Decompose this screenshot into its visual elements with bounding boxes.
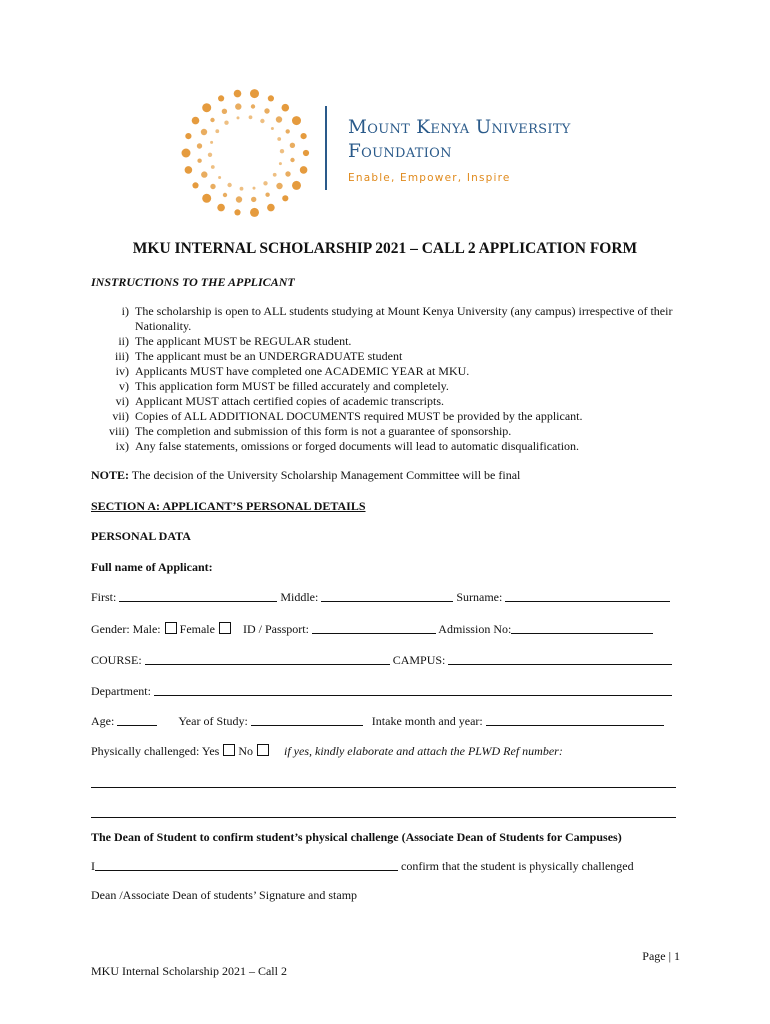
logo-dot	[235, 103, 241, 109]
note-label: NOTE:	[91, 468, 130, 482]
logo-dot	[192, 182, 198, 188]
page-number: Page | 1	[642, 949, 680, 963]
logo-divider	[325, 106, 327, 190]
logo-dot	[208, 153, 212, 157]
elaborate-field-2[interactable]	[91, 807, 676, 818]
instruction-text: Applicant MUST attach certified copies of academic transcripts.	[135, 394, 444, 408]
physical-no-checkbox[interactable]	[257, 744, 269, 756]
department-field[interactable]	[154, 685, 672, 696]
logo-dot	[223, 193, 227, 197]
logo-dot	[217, 204, 225, 212]
full-name-label: Full name of Applicant:	[91, 560, 213, 574]
instruction-number: ii)	[118, 334, 129, 348]
logo-dot	[279, 162, 282, 165]
logo-dot	[227, 183, 231, 187]
logo-dot	[210, 118, 214, 122]
logo-dot	[290, 143, 295, 148]
course-row	[91, 653, 672, 668]
logo-dot	[276, 183, 282, 189]
dean-signature-label: Dean /Associate Dean of students’ Signature and stamp	[91, 888, 358, 902]
id-passport-field[interactable]	[312, 623, 436, 634]
female-checkbox[interactable]	[219, 622, 231, 634]
campus-label: CAMPUS:	[389, 653, 449, 667]
logo-dot	[237, 116, 240, 119]
instruction-item	[91, 334, 691, 349]
mku-sunburst-logo	[176, 83, 316, 223]
personal-data-heading: PERSONAL DATA	[91, 529, 191, 543]
age-label: Age:	[91, 714, 118, 728]
instruction-number: iv)	[115, 364, 129, 378]
logo-dot	[301, 133, 307, 139]
dean-confirm-prefix: I	[91, 859, 95, 873]
instruction-item	[91, 394, 691, 409]
logo-dot	[192, 117, 200, 125]
logo-dot	[271, 127, 274, 130]
instruction-item	[91, 409, 691, 424]
logo-dot	[211, 165, 215, 169]
logo-dot	[290, 158, 294, 162]
logo-wordmark	[348, 116, 571, 184]
year-of-study-label: Year of Study:	[178, 714, 251, 728]
instruction-number: vi)	[115, 394, 129, 408]
logo-dot	[280, 149, 284, 153]
instruction-text: The applicant MUST be REGULAR student.	[135, 334, 352, 348]
logo-dot	[253, 187, 256, 190]
logo-dot	[222, 109, 227, 114]
instruction-item	[91, 304, 691, 334]
logo-dot	[277, 137, 281, 141]
logo-dot	[273, 173, 277, 177]
course-field[interactable]	[145, 654, 390, 665]
logo-dot	[260, 119, 264, 123]
logo-dot	[250, 89, 259, 98]
gender-label: Gender: Male:	[91, 622, 161, 636]
logo-dot	[249, 115, 253, 119]
logo-dot	[210, 141, 213, 144]
instruction-number: i)	[121, 304, 129, 318]
section-a-heading: SECTION A: APPLICANT’S PERSONAL DETAILS	[91, 499, 366, 513]
logo-dot	[285, 171, 290, 176]
logo-dot	[185, 133, 191, 139]
instruction-item	[91, 349, 691, 364]
physical-no-label: No	[238, 744, 253, 758]
dean-heading-text: The Dean of Student to confirm student’s physical challenge	[91, 830, 399, 844]
instructions-heading: INSTRUCTIONS TO THE APPLICANT	[91, 275, 295, 289]
instruction-text: The completion and submission of this form is not a guarantee of sponsorship.	[135, 424, 512, 438]
instruction-text: The applicant must be an UNDERGRADUATE student	[135, 349, 403, 363]
instructions-list	[91, 304, 691, 454]
logo-dot	[276, 116, 282, 122]
logo-dot	[303, 150, 309, 156]
elaborate-field-1[interactable]	[91, 777, 676, 788]
middle-name-label: Middle:	[277, 590, 322, 604]
surname-label: Surname:	[453, 590, 506, 604]
surname-field[interactable]	[505, 591, 670, 602]
dean-heading	[91, 830, 622, 845]
instruction-number: v)	[119, 379, 129, 393]
logo-dot	[282, 195, 288, 201]
logo-dot	[218, 95, 224, 101]
logo-dot	[197, 159, 201, 163]
logo-dot	[218, 176, 221, 179]
logo-dot	[201, 171, 207, 177]
logo-dot	[234, 90, 242, 98]
logo-dot	[210, 184, 215, 189]
dean-name-field[interactable]	[95, 860, 398, 871]
department-row	[91, 684, 672, 699]
dean-heading-paren: (Associate Dean of Students for Campuses)	[398, 830, 622, 844]
course-label: COURSE:	[91, 653, 145, 667]
instruction-number: viii)	[109, 424, 129, 438]
footer-title: MKU Internal Scholarship 2021 – Call 2	[91, 964, 287, 978]
physical-row	[91, 744, 563, 759]
instruction-text: The scholarship is open to ALL students studying at Mount Kenya University (any campus) irrespective of their Nationality.	[135, 304, 673, 333]
instruction-number: iii)	[115, 349, 129, 363]
physical-note: if yes, kindly elaborate and attach the PLWD Ref number:	[284, 744, 563, 758]
logo-dot	[185, 166, 193, 174]
logo-dot	[202, 103, 211, 112]
logo-dot	[240, 187, 244, 191]
instruction-text: Any false statements, omissions or forged documents will lead to automatic disqualification.	[135, 439, 580, 453]
age-row	[91, 714, 664, 729]
logo-dot	[282, 104, 290, 112]
admission-field[interactable]	[511, 623, 653, 634]
logo-dot	[202, 194, 211, 203]
instruction-number: vii)	[112, 409, 129, 423]
logo-dot	[268, 95, 274, 101]
male-checkbox[interactable]	[165, 622, 177, 634]
logo-line-1: Mount Kenya University	[348, 117, 571, 138]
logo-dot	[215, 129, 219, 133]
campus-field[interactable]	[448, 654, 672, 665]
physical-yes-checkbox[interactable]	[223, 744, 235, 756]
instruction-item	[91, 424, 691, 439]
logo-dot	[300, 166, 308, 174]
name-row	[91, 590, 670, 605]
first-name-field[interactable]	[119, 591, 277, 602]
form-title: MKU INTERNAL SCHOLARSHIP 2021 – CALL 2 APPLICATION FORM	[132, 240, 638, 257]
department-label: Department:	[91, 684, 154, 698]
note-line	[91, 468, 520, 483]
logo-dot	[236, 196, 242, 202]
logo-dot	[251, 197, 256, 202]
instruction-item	[91, 379, 691, 394]
dean-confirm-row	[91, 859, 634, 874]
logo-dot	[234, 209, 240, 215]
logo-dot	[265, 193, 269, 197]
instruction-item	[91, 439, 691, 454]
admission-label: Admission No:	[435, 622, 512, 636]
logo-dot	[264, 108, 269, 113]
first-name-label: First:	[91, 590, 120, 604]
logo-tagline: Enable, Empower, Inspire	[348, 172, 511, 184]
physically-challenged-label: Physically challenged: Yes	[91, 744, 220, 758]
intake-label: Intake month and year:	[371, 714, 486, 728]
logo-line-2: Foundation	[348, 141, 452, 162]
dean-confirm-suffix: confirm that the student is physically challenged	[398, 859, 634, 873]
instruction-text: This application form MUST be filled accurately and completely.	[135, 379, 449, 393]
logo-dot	[250, 208, 259, 217]
elaborate-line-1	[91, 776, 676, 791]
intake-field[interactable]	[486, 715, 664, 726]
elaborate-line-2	[91, 806, 676, 821]
instruction-text: Applicants MUST have completed one ACADEMIC YEAR at MKU.	[135, 364, 470, 378]
logo-dot	[251, 104, 255, 108]
middle-name-field[interactable]	[321, 591, 453, 602]
logo-dot	[182, 149, 191, 158]
id-passport-label: ID / Passport:	[242, 622, 312, 636]
logo-dot	[286, 129, 290, 133]
instruction-text: Copies of ALL ADDITIONAL DOCUMENTS required MUST be provided by the applicant.	[135, 409, 583, 423]
instruction-item	[91, 364, 691, 379]
note-text: The decision of the University Scholarship Management Committee will be final	[129, 468, 521, 482]
logo-dot	[197, 143, 202, 148]
year-of-study-field[interactable]	[251, 715, 363, 726]
gender-row	[91, 622, 653, 637]
logo-dot	[292, 181, 301, 190]
logo-dot	[292, 116, 301, 125]
instruction-number: ix)	[115, 439, 129, 453]
logo-dot	[263, 181, 267, 185]
female-label: Female	[179, 622, 215, 636]
logo-dot	[224, 121, 228, 125]
logo-dot	[201, 129, 207, 135]
age-field[interactable]	[117, 715, 157, 726]
logo-dot	[267, 204, 275, 212]
